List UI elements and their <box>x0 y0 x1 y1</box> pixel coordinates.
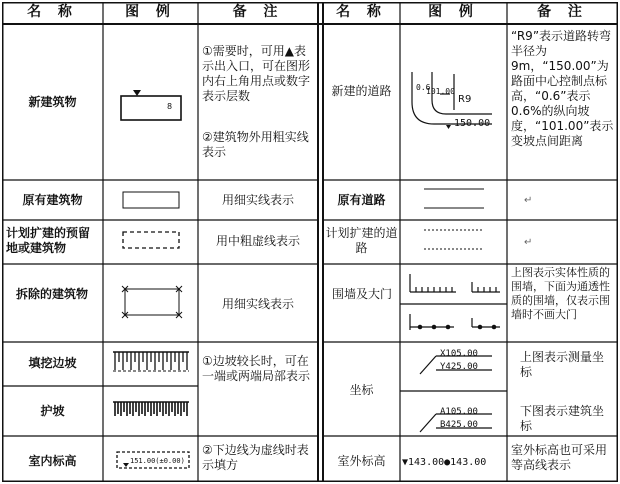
outdoor-elevation-note: 室外标高也可采用等高线表示 <box>511 443 608 472</box>
existing-road-name: 原有道路 <box>337 193 386 207</box>
new-road-150: 150.00 <box>454 118 491 129</box>
coord-y: Y425.00 <box>440 362 478 372</box>
new-building-name: 新建筑物 <box>28 95 77 109</box>
planned-building-note: 用中粗虚线表示 <box>215 234 300 248</box>
revetment-name: 护坡 <box>40 404 65 418</box>
wall-gate-note: 上图表示实体性质的围墙，下面为通透性质的围墙，仅表示围墙时不画大门 <box>511 266 610 321</box>
cut-fill-slope-note: ①边坡较长时，可在一端或两端局部表示 <box>202 354 311 383</box>
planned-road-name: 计划扩建的道路 <box>325 226 398 255</box>
new-road-101: 101.00 <box>426 87 455 96</box>
wall-gate-name: 围墙及大门 <box>332 287 393 301</box>
existing-road-note: ↵ <box>524 195 533 206</box>
legend-table <box>2 2 618 482</box>
planned-road-note: ↵ <box>524 237 533 248</box>
new-road-name: 新建的道路 <box>331 84 392 98</box>
coord-b: B425.00 <box>440 420 478 430</box>
demolished-building-note: 用细实线表示 <box>221 297 294 311</box>
existing-building-note: 用细实线表示 <box>221 193 294 207</box>
header-note-right: 备 注 <box>537 4 588 20</box>
header-legend-left: 图 例 <box>125 4 176 20</box>
header-name-right: 名 称 <box>336 4 387 20</box>
coord-note-bottom: 下图表示建筑坐标 <box>520 404 605 433</box>
header-legend-right: 图 例 <box>428 4 479 20</box>
new-building-note2: ②建筑物外用粗实线表示 <box>202 130 309 159</box>
outdoor-elevation-symbol: ▼143.00●143.00 <box>402 457 487 468</box>
coordinates-name: 坐标 <box>349 383 374 397</box>
indoor-elevation-name: 室内标高 <box>28 454 77 468</box>
header-note-left: 备 注 <box>232 4 284 20</box>
indoor-elevation-note: ②下边线为虚线时表示填方 <box>202 443 309 472</box>
cut-fill-slope-name: 填挖边坡 <box>28 356 77 370</box>
indoor-elevation-symbol-text: 151.00(±0.00) <box>130 457 185 465</box>
new-road-grade: 0.6 <box>416 83 431 92</box>
outdoor-elevation-name: 室外标高 <box>337 454 386 468</box>
new-building-floor-number: 8 <box>167 102 173 111</box>
new-building-note1: ①需要时，可用▲表示出入口，可在图形内右上角用点或数字表示层数 <box>202 44 311 103</box>
coord-a: A105.00 <box>440 407 478 417</box>
existing-building-name: 原有建筑物 <box>22 193 83 207</box>
new-road-note: “R9”表示道路转弯半径为9m，“150.00”为路面中心控制点标高，“0.6”表示0.6%的纵向坡度，“101.00”表示变坡点间距离 <box>511 29 614 148</box>
demolished-building-name: 拆除的建筑物 <box>15 287 88 301</box>
new-road-radius: R9 <box>458 94 472 105</box>
planned-building-name: 计划扩建的预留地或建筑物 <box>6 226 91 255</box>
coord-note-top: 上图表示测量坐标 <box>520 350 605 379</box>
header-name-left: 名 称 <box>27 4 78 20</box>
coord-x: X105.00 <box>440 349 478 359</box>
